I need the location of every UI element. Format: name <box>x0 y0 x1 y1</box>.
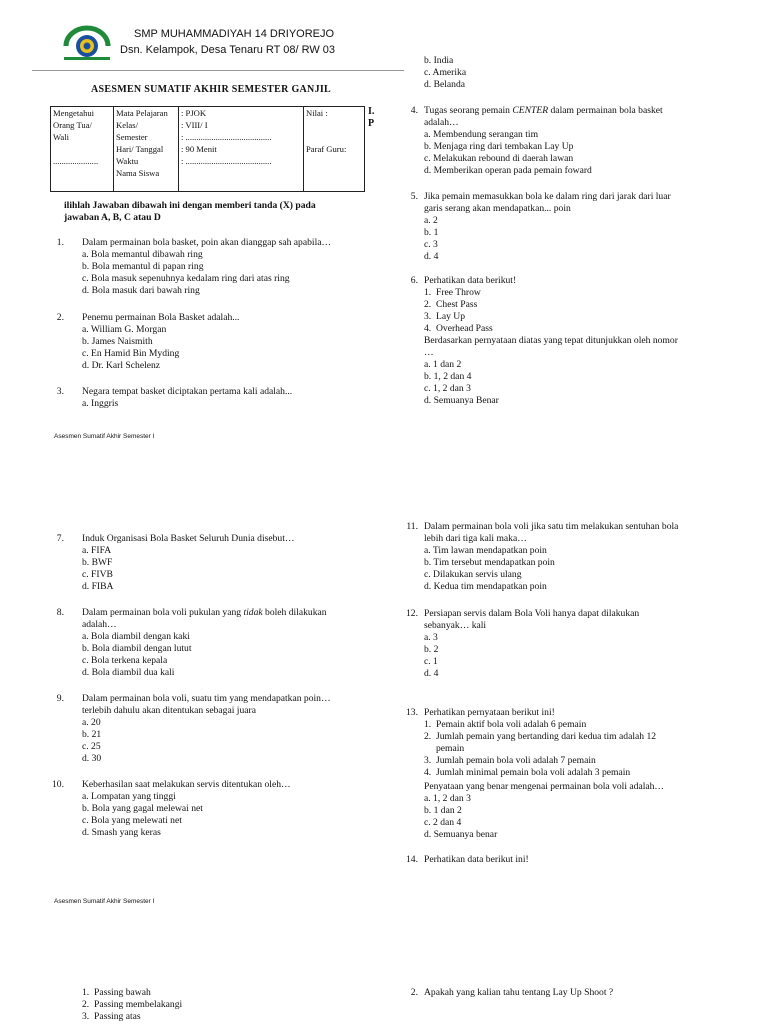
subject-value: : PJOK <box>181 108 207 118</box>
date-blank: : ........................................ <box>181 132 272 142</box>
list-item: 2. Passing membelakangi <box>82 999 183 1010</box>
option-a[interactable]: a. 20 <box>82 717 101 728</box>
field-labels-cell: Mata Pelajaran Kelas/ Semester Hari/ Tanggal Waktu Nama Siswa <box>114 107 179 192</box>
option-c[interactable]: c. Bola terkena kepala <box>82 655 168 666</box>
option-c[interactable]: c. FIVB <box>82 569 113 580</box>
page-footer-1: Asesmen Sumatif Akhir Semester I <box>54 433 155 440</box>
passing-list <box>82 987 182 1023</box>
exam-info-table <box>50 106 365 192</box>
question-3-continued <box>424 55 466 91</box>
option-b[interactable]: b. Bola memantul di papan ring <box>82 261 204 272</box>
option-b[interactable]: b. Bola yang gagal melewai net <box>82 803 203 814</box>
option-b[interactable]: b. 1 <box>424 227 439 238</box>
option-b[interactable]: b. Bola diambil dengan lutut <box>82 643 192 654</box>
option-a[interactable]: a. Membendung serangan tim <box>424 129 539 140</box>
option-c[interactable]: c. 1 <box>424 656 438 667</box>
option-b[interactable]: b. 1 dan 2 <box>424 805 462 816</box>
option-a[interactable]: a. Bola diambil dengan kaki <box>82 631 190 642</box>
option-c[interactable]: c. Dilakukan servis ulang <box>424 569 522 580</box>
option-d[interactable]: d. 4 <box>424 251 439 262</box>
option-b[interactable]: b. 1, 2 dan 4 <box>424 371 472 382</box>
field-values-cell <box>179 107 304 192</box>
list-item: 3. Jumlah pemain bola voli adalah 7 pemain <box>424 755 596 766</box>
option-d[interactable]: d. Bola diambil dua kali <box>82 667 175 678</box>
option-d[interactable]: d. Belanda <box>424 79 466 90</box>
option-a[interactable]: a. Tim lawan mendapatkan poin <box>424 545 547 556</box>
option-d[interactable]: d. Bola masuk dari bawah ring <box>82 285 200 296</box>
page-footer-2: Asesmen Sumatif Akhir Semester I <box>54 898 155 905</box>
option-b[interactable]: b. Menjaga ring dari tembakan Lay Up <box>424 141 574 152</box>
option-a[interactable]: a. Bola memantul dibawah ring <box>82 249 203 260</box>
list-item: 1. Pemain aktif bola voli adalah 6 pemain <box>424 719 587 730</box>
option-a[interactable]: a. FIFA <box>82 545 112 556</box>
option-c[interactable]: c. Amerika <box>424 67 467 78</box>
option-b[interactable]: b. India <box>424 55 454 66</box>
option-d[interactable]: d. Memberikan operan pada pemain foward <box>424 165 592 176</box>
option-c[interactable]: c. En Hamid Bin Myding <box>82 348 180 359</box>
list-item: 1. Free Throw <box>424 287 481 298</box>
option-a[interactable]: a. 2 <box>424 215 438 226</box>
list-item: 4. Overhead Pass <box>424 323 493 334</box>
list-item: 3. Passing atas <box>82 1011 141 1022</box>
school-logo <box>60 24 114 64</box>
option-d[interactable]: d. 4 <box>424 668 439 679</box>
option-d[interactable]: d. Kedua tim mendapatkan poin <box>424 581 547 592</box>
option-a[interactable]: a. William G. Morgan <box>82 324 167 335</box>
option-c[interactable]: c. 1, 2 dan 3 <box>424 383 471 394</box>
option-d[interactable]: d. FIBA <box>82 581 114 592</box>
option-d[interactable]: d. 30 <box>82 753 102 764</box>
option-c[interactable]: c. Bola masuk sepenuhnya kedalam ring dari atas ring <box>82 273 290 284</box>
option-c[interactable]: c. 25 <box>82 741 101 752</box>
option-d[interactable]: d. Dr. Karl Schelenz <box>82 360 161 371</box>
option-b[interactable]: b. Tim tersebut mendapatkan poin <box>424 557 555 568</box>
option-d[interactable]: d. Semuanya Benar <box>424 395 499 406</box>
option-d[interactable]: d. Smash yang keras <box>82 827 161 838</box>
option-b[interactable]: b. BWF <box>82 557 113 568</box>
list-item: 1. Passing bawah <box>82 987 151 998</box>
option-c[interactable]: c. 2 dan 4 <box>424 817 462 828</box>
option-b[interactable]: b. 21 <box>82 729 102 740</box>
list-item: pemain <box>424 743 465 754</box>
list-item: 2. Chest Pass <box>424 299 478 310</box>
option-a[interactable]: a. Inggris <box>82 398 119 409</box>
parent-signature-cell: Mengetahui Orang Tua/ Wali ..................... <box>51 107 114 192</box>
option-b[interactable]: b. James Naismith <box>82 336 153 347</box>
list-item: 4. Jumlah minimal pemain bola voli adalah 3 pemain <box>424 767 631 778</box>
teacher-signature-label: Paraf Guru: <box>306 144 347 154</box>
parent-signature-blank: ..................... <box>53 156 99 166</box>
list-item: 2. Jumlah pemain yang bertanding dari kedua tim adalah 12 <box>424 731 657 742</box>
option-c[interactable]: c. Bola yang melewati net <box>82 815 182 826</box>
class-value: : VIII/ I <box>181 120 208 130</box>
instruction: ilihlah Jawaban dibawah ini dengan memberi tanda (X) pada jawaban A, B, C atau D <box>64 200 316 223</box>
option-a[interactable]: a. 1, 2 dan 3 <box>424 793 471 804</box>
header-divider <box>32 70 404 71</box>
option-a[interactable]: a. 1 dan 2 <box>424 359 462 370</box>
option-c[interactable]: c. Melakukan rebound di daerah lawan <box>424 153 574 164</box>
option-c[interactable]: c. 3 <box>424 239 438 250</box>
option-b[interactable]: b. 2 <box>424 644 439 655</box>
option-d[interactable]: d. Semuanya benar <box>424 829 498 840</box>
option-a[interactable]: a. 3 <box>424 632 438 643</box>
side-mark-roman: I. <box>368 106 375 117</box>
score-label: Nilai : <box>306 108 328 118</box>
score-cell <box>304 107 365 192</box>
school-name: SMP MUHAMMADIYAH 14 DRIYOREJO <box>134 28 335 40</box>
side-mark-p: P <box>368 118 375 129</box>
student-name-blank: : ........................................ <box>181 156 272 166</box>
duration-value: : 90 Menit <box>181 144 217 154</box>
school-address: Dsn. Kelampok, Desa Tenaru RT 08/ RW 03 <box>120 44 336 56</box>
list-item: 3. Lay Up <box>424 311 466 322</box>
option-a[interactable]: a. Lompatan yang tinggi <box>82 791 176 802</box>
exam-title: ASESMEN SUMATIF AKHIR SEMESTER GANJIL <box>91 84 332 95</box>
